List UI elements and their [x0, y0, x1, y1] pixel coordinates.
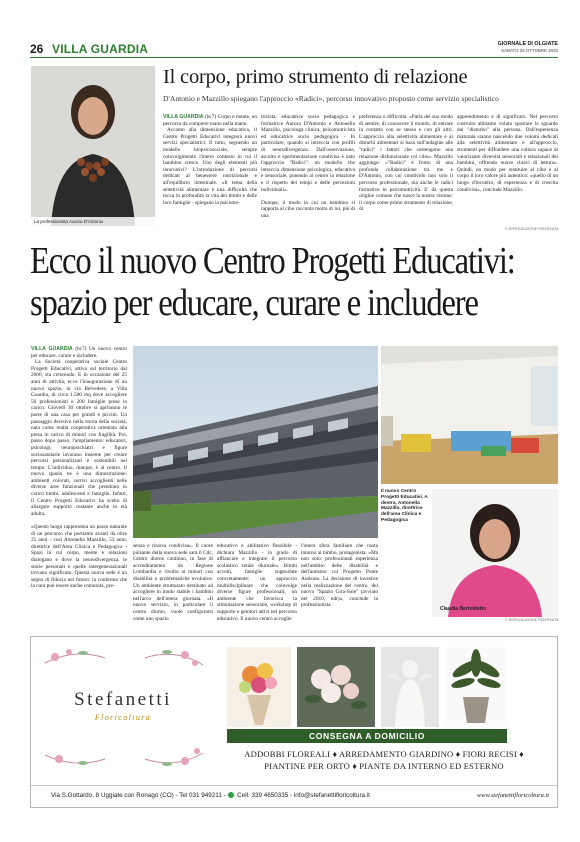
interior-photo: [381, 346, 558, 484]
article-2-column-4: l'intera sfera familiare che ruota intorno al bimbo, protagonista. «Ma non solo: professionali esperienza nell'ambito delle disabilità e dell'autismo col Progetto Ponte Autismo. La decisione di investire nella realizzazione del centro, del nuovo "Spazio Gira-Sole" (avviato nel 2010, ndr)», conclude la professionista.: [301, 543, 378, 609]
ad-services-line-2: PIANTINE PER ORTO ♦ PIANTE DA INTERNO ED ESTERNO: [264, 761, 504, 771]
ad-services-line-1: ADDOBBI FLOREALI ♦ ARREDAMENTO GIARDINO ♦ FIORI RECISI ♦: [244, 749, 524, 759]
article-2-title-line-2: spazio per educare, curare e includere: [30, 282, 478, 324]
article-2-title: [30, 240, 558, 324]
article-2-kicker: VILLA GUARDIA: [31, 346, 73, 352]
ad-brand-name: Stefanetti: [74, 689, 172, 710]
portrait-caption: Claudia Bertoldetto: [440, 606, 487, 613]
ad-contact-bar: [31, 785, 557, 807]
director-illustration: [432, 489, 558, 617]
building-illustration: [133, 346, 378, 538]
ad-contact-line: [51, 792, 370, 799]
ad-photo-plant: [445, 647, 507, 727]
article-1-lead: (bc7) Corpo e mente, un percorso da compiere mano nella mano.: [163, 114, 257, 127]
portrait-illustration: [31, 66, 155, 226]
article-1-column-3: preferenza o difficoltà. «Parla del suo modo di sentire, di conoscere il mondo, di entrare in contatto con se stesso e con gli altri. L'approccio alla selettività alimentare e ai disturbi alimentari si basa sull'indagine alle "radici" i fattori che sostengono una relazione disfunzionale col cibo». Mazzillo aggiunge: «"Radici" è frutto di una profonda collaborazione tra me e D'Antonio, con cui condivido non solo il percorso professionale, ma anche le radici formative in psicomotricità. E' da questa origine comune che nasce la nostra visione: il corpo come primo strumento di relazione, di: [359, 114, 453, 213]
statue-icon: [381, 647, 439, 727]
article-1-column-4: [457, 114, 558, 226]
ad-website[interactable]: www.stefanettifloricoltura.it: [477, 792, 549, 799]
potted-plant-icon: [445, 647, 507, 727]
newspaper-name: GIORNALE DI OLGIATE: [497, 41, 558, 47]
article-2-lead: (bc7) Un nuovo centro per educare, curare e includere.: [31, 346, 127, 359]
article-1-credit: © RIPRODUZIONE RISERVATA: [505, 227, 559, 231]
ad-photo-statue: [381, 647, 439, 727]
interior-illustration: [381, 346, 558, 484]
article-2-credit: © RIPRODUZIONE RISERVATA: [505, 618, 559, 622]
article-2-col1-text: La Società cooperativa sociale Centro Progetti Educativi, attiva sul territorio dal 2000, sta crescendo. E in occasione del 25 anni di attività, ecco l'inaugurazione di un nuovo spazio, in via Belvedere, a Villa Guardia, di circa 1.500 mq dove accogliere 50 professionisti e 200 famiglie prese in carico. Giovedì 30 ottobre si apriranno le porte di una casa per grandi e piccini. Un passaggio decisivo nella storia della società, nata come realtà cooperativa orientata alla presa in carico di minori con fragilità. Poi, passo dopo passo, l'ampliamento: educatori, psicologi, neuropsichiatri e figure sociosanitarie lavorano insieme per creare percorsi personalizzati e sostenibili nel tempo. L'individuo, dunque, è al centro. Il nuovo spazio ne è una dimostrazione: ambienti colorati, sorrisi accoglienti nelle diverse aree funzionali che prendono in carico bimbi, adolescenti e famiglie. Infatti, il Centro Progetti Educativi ha scelto di allargare supporto costante anche in età adulta. «Questo luogo rappresenta un passo naturale di un percorso che portiamo avanti da oltre 25 anni - così Antonella Mazzillo, 53 anni, direttrice dell'Area Clinica e Pedagogica - Spazi in cui corpo, mente e relazioni dialogano e dove la neurodivergenza, le storie personali e quelle intergenerazionali trovano significato. Questa nuova sede è un segno di fiducia nel futuro: la conferma che la cura può essere anche comunità, pre-: [31, 359, 127, 590]
roses-icon: [297, 647, 375, 727]
whatsapp-icon: [228, 792, 234, 798]
article-1-subtitle: D'Antonio e Mazzillo spiegano l'approccio «Radici», percorso innovativo proposto come servizio specialistico: [163, 94, 499, 103]
page-number: 26: [30, 42, 44, 56]
article-2-column-1: [31, 346, 127, 620]
ad-delivery-text: CONSEGNA A DOMICILIO: [309, 731, 425, 741]
ad-email: - info@stefanettifloricoltura.it: [288, 792, 370, 799]
ad-logo-panel: [35, 643, 211, 773]
article-1-column-2: tricista, educatrice socio pedagogica e formatrice Aurora D'Antonio e Antonella Mazzillo, psicologa clinica, psicomotricista ed educatrice socio pedagogica - In particolare, quando si intreccia con profili di neurodivergenza. Dall'osservazione, ascolto e sperimentazione condivisa è nato l'approccio "Radici": un modello che intreccia dimensione psicologica, educativa e sensoriale, ponendo al centro la relazione e il rispetto dei tempi e delle percezioni individuali». Dunque, il modo in cui un bambino si rapporta al cibo racconta molto di lui, più di una: [261, 114, 355, 219]
ad-cell: Cell. 339 4650335: [237, 792, 289, 799]
ad-photo-roses: [297, 647, 375, 727]
article-2-column-2: senza e risorsa condivisa». Il cuore pulsante della nuova sede sarà il Cdc, Centro diurno continuo, in fase di accreditamento da Regione Lombardia e rivolto ai minori con disabilità o problematiche evolutive. Un ambiente strutturato destinato ad accogliere in modo stabile i bambini nell'arco dell'intera giornata. «Il nuovo servizio, in particolare il centro diurno, vuole configurarsi come uno spazio: [133, 543, 213, 621]
article-1-photo: [31, 66, 155, 226]
article-1-photo-caption: La professionista Aurora D'Antonio: [34, 219, 104, 225]
issue-date: SABATO 25 OTTOBRE 2025: [501, 48, 558, 53]
article-2-column-3: educativo e abilitativo flessibile - dichiara Mazzillo - in grado di affiancare e integrare il percorso scolastico totale diurnale». Bimbi accolti, famiglie supportate concretamente: un approccio multidisciplinare che coinvolge diverse figure professionali, un ambiente che favorisca la stimolazione sensoriale, workshop di supporto e genitori attivi nel percorso educativo. Il nuovo centro accoglie: [217, 543, 297, 621]
interior-caption: Il nuovo Centro Progetti Educativi. A destra, Antonella Mazzillo, direttrice dell'area Clinica e Pedagogica: [381, 489, 428, 523]
ad-brand-tagline: Floricoltura: [94, 713, 152, 722]
section-name: VILLA GUARDIA: [52, 42, 149, 56]
ad-address: Via S.Gottardo, 8 Uggiate con Ronago (CO) - Tel 031 949211 -: [51, 792, 228, 799]
building-photo: [133, 346, 378, 538]
article-2-title-line-1: Ecco il nuovo Centro Progetti Educativi:: [30, 240, 515, 282]
bouquet-icon: [227, 647, 291, 727]
article-1-col4-text: apprendimento e di significato. Nel percorso costruito abbiamo voluto spostare lo sguardo dal "disturbo" alla persona. Dall'esperienza maturata stanno nascendo due volumi dedicati alla selettività alimentare e all'approccio, strumenti per diffondere una cultura capace di valorizzare diversità sensoriali e relazionali del bambini, offrendo nuove chiavi di lettura». Quindi, un modo per restituire al cibo e al corpo il loro valore più autentico: «quello di un luogo d'incontro, di esperienza e di crescita condivisa», conclude Mazzillo.: [457, 114, 558, 193]
ad-delivery-banner: [227, 729, 507, 743]
article-1-col1-text: Accanto alla dimensione educativa, il Centro Progetti Educativi integrerà nuovi servizi specialistici. Il tutto, seguendo un modello biopsicosociale, sempre coinvolgimento l'intero contesto in cui il bambino cresce. Uno degli elementi più innovativi? L'introduzione di percorsi dedicati al benessere nutrizionale e all'equilibrio intestinale. «Il tema della selettività alimentare è una difficoltà che tocca in profondità la vita dei bimbi e delle loro famiglie - spiegano la psicomo-: [163, 127, 257, 206]
director-portrait: [432, 489, 558, 617]
advertisement: [30, 636, 558, 808]
article-1-title: Il corpo, primo strumento di relazione: [163, 66, 468, 88]
article-1-kicker: VILLA GUARDIA: [163, 114, 204, 120]
article-1-column-1: [163, 114, 257, 226]
page-header: [30, 40, 558, 58]
ad-photo-bouquet: [227, 647, 291, 727]
